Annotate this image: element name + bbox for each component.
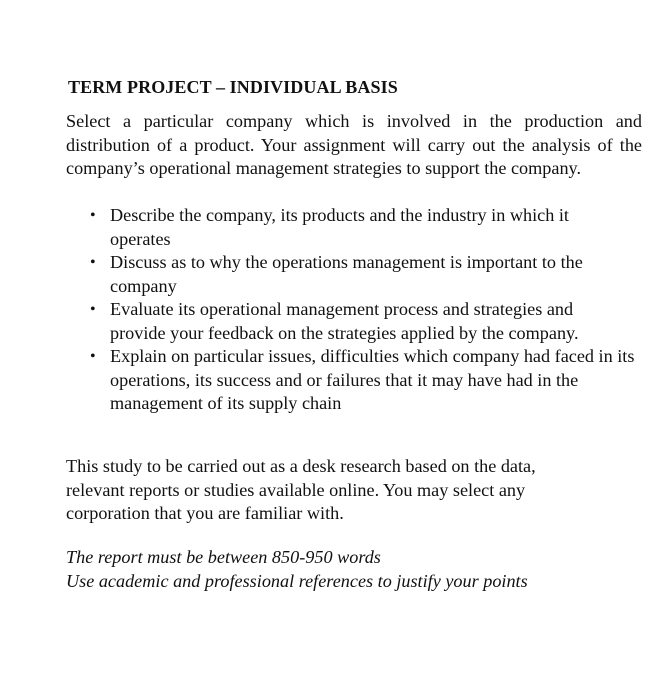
list-item	[88, 345, 648, 416]
bullet-icon: •	[90, 254, 96, 271]
list-item	[88, 204, 648, 251]
intro-paragraph: Select a particular company which is involved in the production and distribution of a product. Your assignment will carry out the analysis of the company’s operational management strategies to support the company.	[66, 111, 642, 178]
list-item	[88, 298, 648, 345]
requirements-note	[66, 546, 528, 593]
bullet-icon: •	[90, 348, 96, 365]
study-paragraph: This study to be carried out as a desk research based on the data, relevant reports or studies available online. You may select any corporation that you are familiar with.	[66, 456, 536, 523]
list-item-text: Describe the company, its products and the industry in which it operates	[110, 205, 569, 249]
list-item-text: Discuss as to why the operations management is important to the company	[110, 252, 583, 296]
bullet-icon: •	[90, 207, 96, 224]
list-item-text: Evaluate its operational management process and strategies and provide your feedback on the strategies applied by the company.	[110, 299, 579, 343]
list-item-text: Explain on particular issues, difficulties which company had faced in its operations, its success and or failures that it may have had in the management of its supply chain	[110, 346, 635, 413]
word-count-note: The report must be between 850-950 words	[66, 547, 381, 567]
bullet-icon: •	[90, 301, 96, 318]
page-title: TERM PROJECT – INDIVIDUAL BASIS	[68, 77, 398, 97]
references-note: Use academic and professional references to justify your points	[66, 570, 528, 591]
task-list	[88, 204, 648, 416]
list-item	[88, 251, 648, 298]
